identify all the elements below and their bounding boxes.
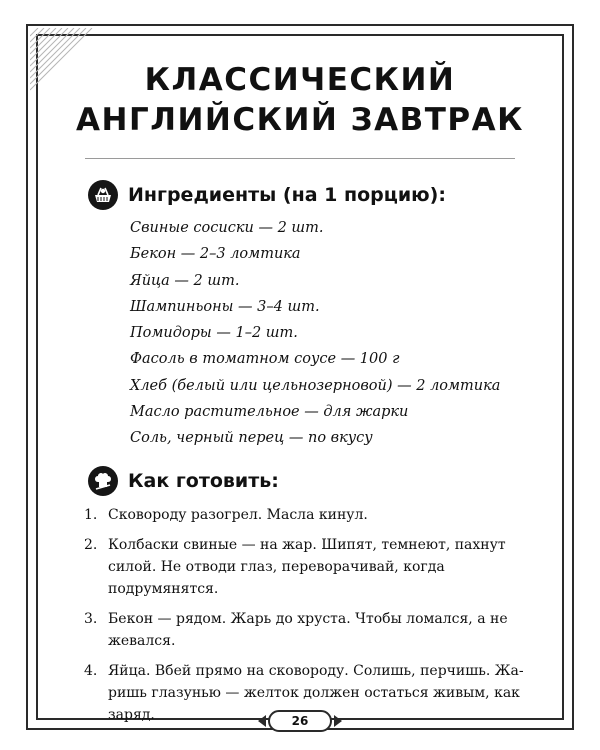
page-tab-right-arrow [334,715,342,727]
step-number: 4. [84,663,98,679]
step-number: 1. [84,507,98,523]
ingredient-item: Соль, черный перец — по вкусу [130,430,373,447]
ingredient-item: Масло растительное — для жарки [130,404,409,421]
step-number: 2. [84,537,98,553]
ingredient-item: Яйца — 2 шт. [130,272,240,289]
ingredient-item: Шампиньоны — 3–4 шт. [130,298,320,315]
step-item [84,534,524,600]
step-text: Колбаски свиные — на жар. Шипят, темнеют, пахнут силой. Не отводи глаз, переворачивай, когда подрумянятся. [108,537,506,597]
ingredient-item: Свиные сосиски — 2 шт. [130,220,324,236]
method-heading-text: Как готовить: [128,470,279,492]
step-text: Сковороду разогрел. Масла кинул. [108,507,368,523]
recipe-title [60,60,540,140]
title-divider [85,158,515,159]
ingredients-heading [88,180,446,210]
page-number: 26 [268,710,332,732]
method-heading [88,466,279,496]
step-text: Яйца. Вбей прямо на сковороду. Солишь, перчишь. Жаришь глазунью — желток должен остаться живым, как заряд. [108,663,524,723]
ingredient-item: Бекон — 2–3 ломтика [130,246,301,263]
ingredient-item: Хлеб (белый или цельнозерновой) — 2 ломтика [130,377,501,394]
step-text: Бекон — рядом. Жарь до хруста. Чтобы ломался, а не жевался. [108,611,508,649]
ingredients-heading-text: Ингредиенты (на 1 порцию): [128,184,446,206]
step-number: 3. [84,611,98,627]
recipe-title-line2: АНГЛИЙСКИЙ ЗАВТРАК [76,102,524,138]
recipe-title-line1: КЛАССИЧЕСКИЙ [144,62,456,98]
step-item [84,504,524,526]
step-item [84,608,524,652]
basket-icon [88,180,118,210]
method-steps [84,504,524,734]
ingredient-item: Фасоль в томатном соусе — 100 г [130,351,400,368]
ingredients-list [130,218,500,455]
ingredient-item: Помидоры — 1–2 шт. [130,325,298,342]
page-tab-left-arrow [258,715,266,727]
chef-hat-icon [88,466,118,496]
